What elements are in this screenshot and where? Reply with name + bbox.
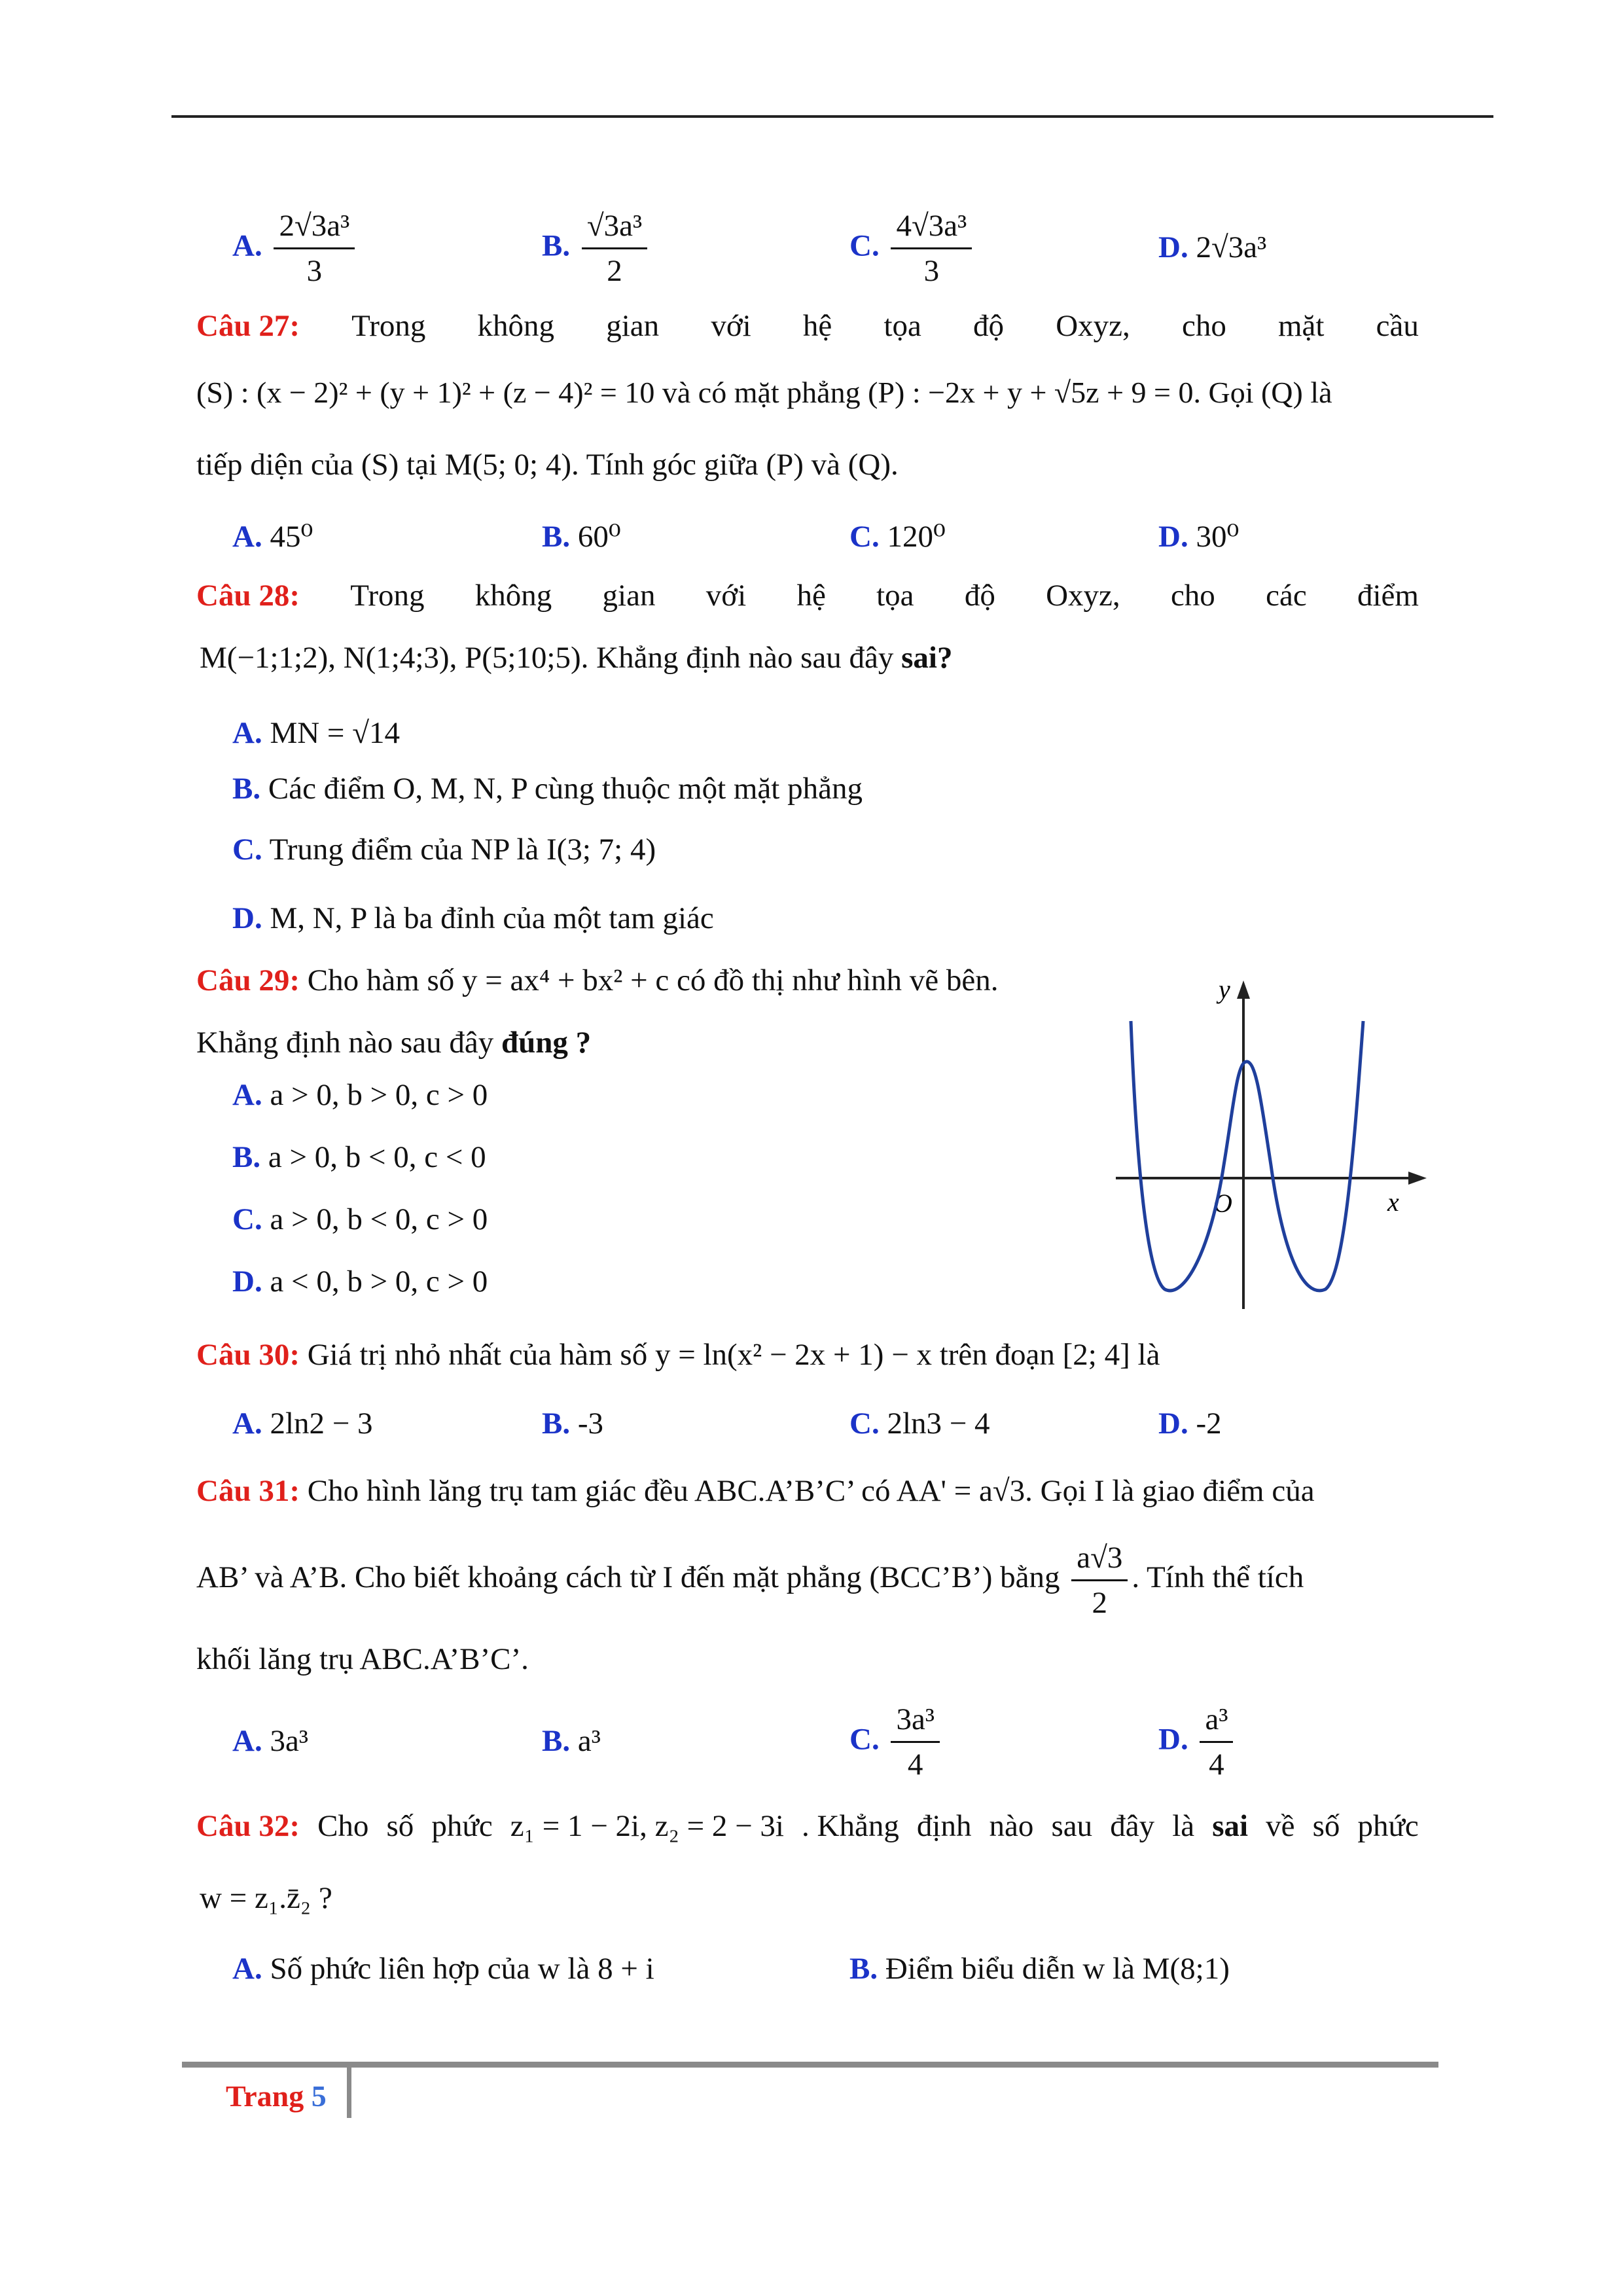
q30-line1: Câu 30: Giá trị nhỏ nhất của hàm số y = ln(x² − 2x + 1) − x trên đoạn [2; 4] là xyxy=(196,1338,1160,1372)
q31-line2: AB’ và A’B. Cho biết khoảng cách từ I đến mặt phẳng (BCC’B’) bằng $\frac{a√3}{2}$ . Tính thể tích xyxy=(196,1540,1304,1620)
q27-line1: Câu 27: Trong không gian với hệ tọa độ Oxyz, cho mặt cầu xyxy=(196,309,1419,343)
q29-function-graph xyxy=(1106,969,1433,1316)
q27-line2: (S) : (x − 2)² + (y + 1)² + (z − 4)² = 10 và có mặt phẳng (P) : −2x + y + √5z + 9 = 0. Gọi (Q) là xyxy=(196,376,1332,409)
q31-line1: Câu 31: Cho hình lăng trụ tam giác đều ABC.A’B’C’ có AA' = a√3. Gọi I là giao điểm của xyxy=(196,1474,1315,1508)
graph-x-arrow xyxy=(1408,1172,1427,1185)
graph-origin-label: O xyxy=(1213,1189,1232,1218)
q31-line3: khối lăng trụ ABC.A’B’C’. xyxy=(196,1642,529,1676)
q30-option-d[interactable]: D. -2 xyxy=(1158,1407,1222,1441)
q26-option-b[interactable]: B. $\frac{\text{√3a³}}{2}$ xyxy=(542,208,651,289)
footer-divider xyxy=(347,2067,351,2118)
q28-line2: M(−1;1;2), N(1;4;3), P(5;10;5). Khẳng định nào sau đây sai? xyxy=(200,641,953,675)
q27-option-a[interactable]: A. 45⁰ xyxy=(232,520,313,554)
q28-option-c[interactable]: C. Trung điểm của NP là I(3; 7; 4) xyxy=(232,833,656,867)
q32-option-a[interactable]: A. Số phức liên hợp của w là 8 + i xyxy=(232,1952,654,1986)
header-rule xyxy=(171,115,1493,118)
q32-option-b[interactable]: B. Điểm biểu diễn w là M(8;1) xyxy=(849,1952,1230,1986)
q27-line3: tiếp diện của (S) tại M(5; 0; 4). Tính góc giữa (P) và (Q). xyxy=(196,448,899,482)
q31-option-c[interactable]: C. $\frac{\text{3a³}}{4}$ xyxy=(849,1702,944,1782)
q29-option-a[interactable]: A. a > 0, b > 0, c > 0 xyxy=(232,1078,488,1112)
q26-option-d[interactable]: D. 2√3a³ xyxy=(1158,230,1267,264)
page-footer: Trang 5 xyxy=(226,2079,327,2113)
graph-x-label: x xyxy=(1387,1187,1399,1217)
q31-option-b[interactable]: B. a³ xyxy=(542,1724,601,1758)
q28-option-b[interactable]: B. Các điểm O, M, N, P cùng thuộc một mặt phẳng xyxy=(232,772,863,806)
q32-line2: w = z₁.z̄₂ ? xyxy=(200,1881,332,1915)
q27-sphere-equation: (S) : (x − 2)² + (y + 1)² + (z − 4)² = 10 xyxy=(196,376,655,409)
q29-line2: Khẳng định nào sau đây đúng ? xyxy=(196,1026,592,1060)
q28-line1: Câu 28: Trong không gian với hệ tọa độ Oxyz, cho các điểm xyxy=(196,579,1419,613)
q27-option-c[interactable]: C. 120⁰ xyxy=(849,520,946,554)
graph-y-label: y xyxy=(1219,975,1230,1004)
graph-y-arrow xyxy=(1237,980,1250,999)
q31-option-a[interactable]: A. 3a³ xyxy=(232,1724,308,1758)
page-number: 5 xyxy=(311,2079,327,2113)
q29-option-d[interactable]: D. a < 0, b > 0, c > 0 xyxy=(232,1265,488,1299)
q27-plane-equation: (P) : −2x + y + √5z + 9 = 0 xyxy=(868,376,1194,409)
q28-option-a[interactable]: A. MN = √14 xyxy=(232,716,400,750)
q28-option-d[interactable]: D. M, N, P là ba đỉnh của một tam giác xyxy=(232,901,714,935)
q26-option-c[interactable]: C. $\frac{\text{4√3a³}}{3}$ xyxy=(849,208,976,289)
q29-option-b[interactable]: B. a > 0, b < 0, c < 0 xyxy=(232,1140,486,1174)
q27-option-b[interactable]: B. 60⁰ xyxy=(542,520,621,554)
q32-line1: Câu 32: Cho số phức z₁ = 1 − 2i, z₂ = 2 − 3i . Khẳng định nào sau đây là sai về số phức xyxy=(196,1809,1419,1843)
footer-rule xyxy=(182,2062,1438,2068)
q26-option-a[interactable]: A. $\frac{\text{2√3a³}}{3}$ xyxy=(232,208,359,289)
q30-option-c[interactable]: C. 2ln3 − 4 xyxy=(849,1407,990,1441)
q29-line1: Câu 29: Cho hàm số y = ax⁴ + bx² + c có đồ thị như hình vẽ bên. xyxy=(196,963,999,997)
q29-option-c[interactable]: C. a > 0, b < 0, c > 0 xyxy=(232,1202,488,1236)
q31-option-d[interactable]: D. $\frac{\text{a³}}{4}$ xyxy=(1158,1702,1237,1782)
q30-option-b[interactable]: B. -3 xyxy=(542,1407,604,1441)
q27-option-d[interactable]: D. 30⁰ xyxy=(1158,520,1240,554)
graph-curve xyxy=(1131,1021,1363,1291)
q30-option-a[interactable]: A. 2ln2 − 3 xyxy=(232,1407,373,1441)
